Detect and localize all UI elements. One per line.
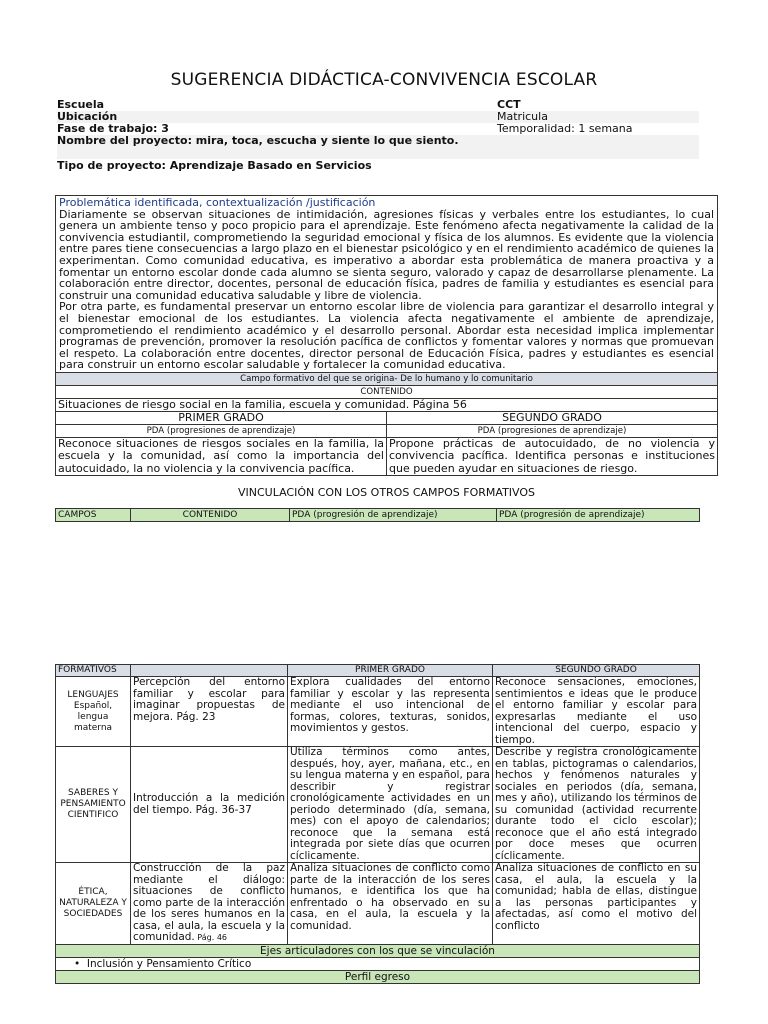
campo-saberes: SABERES Y PENSAMIENTO CIENTIFICO [56,747,131,863]
ejes-title: Ejes articuladores con los que se vinculación [56,944,700,957]
header-block [57,99,699,174]
header-campos: CAMPOS [56,509,131,522]
page-title: SUGERENCIA DIDÁCTICA-CONVIVENCIA ESCOLAR [170,70,598,90]
campo-etica: ÉTICA, NATURALEZA Y SOCIEDADES [56,863,131,945]
escuela-label: Escuela [57,98,105,111]
contenido-cell [131,863,288,945]
pda-primer-text: Reconoce situaciones de riesgos sociales en la familia, la escuela y la comunidad, así como la importancia del autocuidado, la no violencia y la convivencia pacífica. [56,437,387,476]
segundo-grado-heading: SEGUNDO GRADO [387,411,718,424]
formativos-header: FORMATIVOS [56,665,131,677]
segundo-grado-header: SEGUNDO GRADO [493,665,700,677]
contenido-cell: Introducción a la medición del tiempo. Pág. 36-37 [131,747,288,863]
campo-lenguajes: LENGUAJES Español, lengua materna [56,677,131,747]
vinculacion-header-table [55,508,700,522]
empty-header [131,665,288,677]
contenido-text: Situaciones de riesgo social en la familia, escuela y comunidad. Página 56 [56,398,718,411]
pda-label-1: PDA (progresiones de aprendizaje) [56,424,387,437]
table-row [56,863,700,945]
contenido-label: CONTENIDO [56,385,718,398]
header-pda-1: PDA (progresión de aprendizaje) [290,509,497,522]
segundo-cell: Analiza situaciones de conflicto en su casa, el aula, la escuela y la comunidad; habla de ellas, distingue a las personas participantes y afectadas, así como el motivo del conflicto [493,863,700,945]
problematica-p2: Por otra parte, es fundamental preservar un entorno escolar libre de violencia para garantizar el desarrollo integral y el bienestar emocional de los estudiantes. La violencia afecta negativamente el ambiente de aprendizaje, comprometiendo el rendimiento académico y el desarrollo personal. Abordar esta necesidad implica implementar programas de prevención, promover la resolución pacífica de conflictos y fomentar valores y normas que promuevan el respeto. La colaboración entre docentes, director personal de Educación Física, padres y estudiantes es esencial para construir un entorno escolar saludable y fortalecer la comunidad educativa. [59,300,714,372]
problematica-table [55,195,718,476]
temporalidad-label: Temporalidad: 1 semana [497,122,633,135]
primer-cell: Analiza situaciones de conflicto como parte de la interacción de los seres humanos, e identifica los que ha enfrentado o ha observado en su casa, en el aula, la escuela y la comunidad. [288,863,493,945]
contenido-cell: Percepción del entorno familiar y escolar para imaginar propuestas de mejora. Pág. 23 [131,677,288,747]
cct-label: CCT [497,98,521,111]
ubicacion-label: Ubicación [57,110,118,123]
primer-cell: Explora cualidades del entorno familiar y escolar y las representa mediante el uso intencional de formas, colores, texturas, sonidos, movimientos y gestos. [288,677,493,747]
contenido-text: Construcción de la paz mediante el diálogo: situaciones de conflicto como parte de la interacción de los seres humanos en la casa, el aula, la escuela y la comunidad. [133,862,285,943]
pda-segundo-text: Propone prácticas de autocuidado, de no violencia y convivencia pacífica. Identifica personas e instituciones que pueden ayudar en situaciones de riesgo. [387,437,718,476]
eje-item [56,957,700,970]
table-row [56,677,700,747]
eje-item-label: Inclusión y Pensamiento Crítico [86,957,252,970]
pda-label-2: PDA (progresiones de aprendizaje) [387,424,718,437]
bullet-icon: • [74,957,87,970]
perfil-egreso: Perfil egreso [56,970,700,983]
segundo-cell: Describe y registra cronológicamente en tablas, pictogramas o calendarios, hechos y fenómenos naturales y sociales en periodos (día, semana, mes y año), utilizando los términos de su comunidad (actividad recurrente durante todo el ciclo escolar); reconoce que el año está integrado por doce meses que ocurren cíclicamente. [493,747,700,863]
proyecto-tipo: Tipo de proyecto: Aprendizaje Basado en Servicios [57,159,372,172]
primer-cell: Utiliza términos como antes, después, hoy, ayer, mañana, etc., en su lengua materna y en español, para describir y registrar cronológicamente actividades en un periodo determinado (día, semana, mes) con el apoyo de calendarios; reconoce que la semana está integrada por siete días que ocurren cíclicamente. [288,747,493,863]
campo-formativo: Campo formativo del que se origina- De lo humano y lo comunitario [56,372,718,385]
primer-grado-header: PRIMER GRADO [288,665,493,677]
campos-table [55,664,700,984]
primer-grado-heading: PRIMER GRADO [56,411,387,424]
header-contenido: CONTENIDO [131,509,290,522]
proyecto-nombre: Nombre del proyecto: mira, toca, escucha y siente lo que siento. [57,134,459,147]
header-pda-2: PDA (progresión de aprendizaje) [497,509,700,522]
contenido-page: Pág. 46 [194,933,228,942]
fase-label: Fase de trabajo: 3 [57,122,169,135]
matricula-label: Matricula [497,110,548,123]
vinculacion-title: VINCULACIÓN CON LOS OTROS CAMPOS FORMATIVOS [237,486,536,499]
problematica-heading: Problemática identificada, contextualización /justificación [59,196,376,209]
problematica-p1: Diariamente se observan situaciones de intimidación, agresiones físicas y verbales entre los estudiantes, lo cual genera un ambiente tenso y poco propicio para el aprendizaje. Este fenómeno afecta negativamente la calidad de la convivencia estudiantil, comprometiendo la seguridad emocional y física de los alumnos. Es evidente que la violencia entre pares tiene consecuencias a largo plazo en el bienestar psicológico y en el rendimiento académico de quienes la experimentan. Como comunidad educativa, es imperativo a abordar esta problemática de manera proactiva y a fomentar un entorno escolar donde cada alumno se sienta seguro, valorado y capaz de desarrollarse plenamente. La colaboración entre director, docentes, personal de educación física, padres de familia y estudiantes es esencial para construir una comunidad educativa saludable y libre de violencia. [59,207,714,302]
segundo-cell: Reconoce sensaciones, emociones, sentimientos e ideas que le produce el entorno familiar y escolar para expresarlas mediante el uso intencional del cuerpo, espacio y tiempo. [493,677,700,747]
table-row [56,747,700,863]
